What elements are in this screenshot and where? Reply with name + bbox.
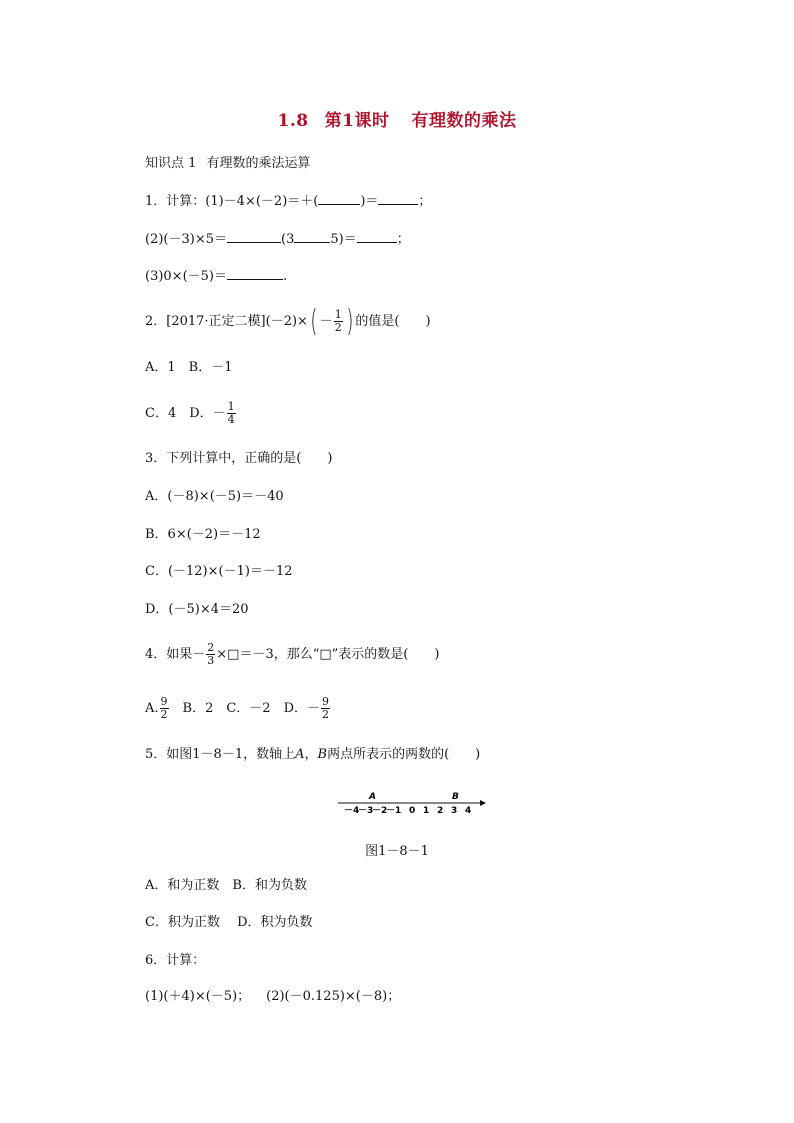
tick-label: 0 [409, 806, 416, 816]
tick-label: －4 [344, 806, 360, 816]
q5-sep: ， [304, 747, 318, 762]
q6-part-1: (1)(＋4)×(－5)； [145, 989, 251, 1004]
q2-stem [145, 305, 431, 339]
section-heading [145, 155, 311, 173]
q2-suffix: 的值是( ) [355, 314, 431, 329]
q3-option-a: A．(－8)×(－5)＝－40 [145, 489, 284, 504]
q1-text-c: ； [418, 194, 432, 209]
tick-label: 4 [465, 806, 472, 816]
q4-optd-fraction [321, 696, 330, 721]
q2-options-cd [145, 397, 237, 431]
q2-prefix: 2．[2017·正定二模](－2)× [145, 314, 308, 329]
q4-opt-a-label: A. [145, 701, 159, 716]
q4-frac-num: 2 [207, 641, 215, 654]
q1-text-b: )＝ [360, 194, 379, 209]
q1-blank-sign[interactable] [318, 192, 360, 205]
point-label-b: B [452, 792, 459, 802]
page-title [0, 106, 794, 131]
arrow-right-icon [480, 800, 486, 806]
q5-stem-b: 两点所表示的两数的( ) [327, 747, 481, 762]
q4-frac-den: 3 [207, 654, 215, 667]
q4-options [145, 692, 331, 726]
q1-line1 [145, 192, 431, 211]
q1-2-blank-result[interactable] [357, 230, 397, 243]
section-label: 知识点 1 [145, 156, 197, 171]
q1-3-blank-result[interactable] [227, 267, 283, 280]
q2-fraction [334, 309, 343, 334]
q4-opta-fraction [160, 696, 169, 721]
q2-opt-c: C．4 D．－ [145, 406, 226, 421]
q4-opt-bcd: B．2 C．－2 D．－ [169, 701, 320, 716]
q2-optd-num: 1 [227, 400, 235, 413]
title-topic: 有理数的乘法 [411, 111, 517, 131]
q5-point-b: B [317, 747, 328, 762]
number-line-svg [336, 788, 486, 818]
q5-stem [145, 746, 480, 764]
q5-options-cd: C．积为正数 D．积为负数 [145, 915, 313, 930]
q2-options-ab: A．1 B．－1 [145, 360, 233, 375]
tick-label: －3 [358, 806, 374, 816]
point-label-a: A [369, 792, 376, 802]
q5-point-a: A [295, 747, 305, 762]
q6-part-2: (2)(－0.125)×(－8)； [266, 989, 401, 1004]
q1-2-text-b: (3 [281, 232, 295, 247]
q2-frac-den: 2 [334, 321, 342, 334]
q4-fraction [206, 642, 215, 667]
q4-optd-num: 9 [322, 695, 329, 708]
figure-caption: 图1－8－1 [365, 844, 429, 859]
tick-label: 1 [423, 806, 430, 816]
q1-line3 [145, 267, 287, 286]
q4-opta-num: 9 [160, 695, 168, 708]
q1-2-blank-sign[interactable] [227, 230, 281, 243]
q3-stem: 3．下列计算中，正确的是( ) [145, 451, 333, 466]
q5-options-ab: A．和为正数 B．和为负数 [145, 878, 307, 893]
q1-line2 [145, 230, 410, 249]
number-line-figure [336, 788, 486, 822]
q1-blank-result[interactable] [378, 192, 418, 205]
q6-stem: 6．计算： [145, 953, 206, 968]
title-number: 1.8 [277, 111, 309, 131]
q4-prefix: 4．如果－ [145, 647, 206, 662]
tick-label: 2 [437, 806, 444, 816]
tick-label: －2 [372, 806, 388, 816]
q3-option-c: C．(－12)×(－1)＝－12 [145, 564, 293, 579]
tick-label: 3 [451, 806, 458, 816]
q3-option-b: B．6×(－2)＝－12 [145, 527, 261, 542]
q1-2-text-c: 5)＝ [330, 232, 357, 247]
q4-opta-den: 2 [160, 708, 168, 721]
q2-paren-right: ) [346, 303, 354, 339]
q4-stem [145, 638, 439, 672]
q2-optd-fraction [227, 401, 236, 426]
q3-option-d: D．(－5)×4＝20 [145, 602, 249, 617]
q2-paren-left: ( [310, 303, 318, 339]
q1-2-blank-op[interactable] [294, 230, 330, 243]
q2-frac-num: 1 [334, 308, 342, 321]
q2-optd-den: 4 [227, 413, 235, 426]
q1-3-text-b: . [283, 269, 288, 284]
q5-stem-a: 5．如图1－8－1，数轴上 [145, 747, 296, 762]
q1-text-a: 1．计算：(1)－4×(－2)＝＋( [145, 194, 319, 209]
title-lesson: 第1课时 [324, 111, 390, 131]
q1-3-text-a: (3)0×(－5)＝ [145, 269, 227, 284]
q1-2-text-a: (2)(－3)×5＝ [145, 232, 227, 247]
q1-2-text-d: ； [396, 232, 410, 247]
q2-neg: － [319, 314, 333, 329]
section-name: 有理数的乘法运算 [206, 156, 311, 171]
q4-suffix: ×□＝－3，那么“□”表示的数是( ) [216, 647, 440, 662]
q4-optd-den: 2 [322, 708, 329, 721]
tick-label: －1 [386, 806, 402, 816]
q6-parts [145, 988, 400, 1006]
